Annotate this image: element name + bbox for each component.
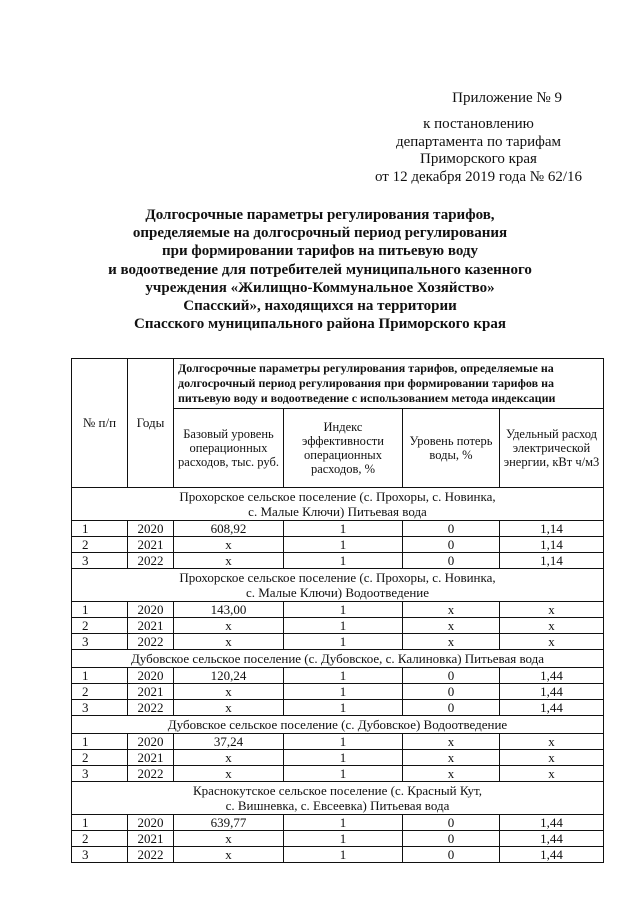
cell-base-costs: x: [174, 537, 284, 553]
cell-number: 2: [72, 537, 128, 553]
section-title: [72, 488, 604, 521]
cell-base-costs: 143,00: [174, 602, 284, 618]
cell-energy-consumption: 1,44: [500, 847, 604, 863]
cell-efficiency-index: 1: [284, 750, 403, 766]
parameters-table: [71, 358, 604, 863]
table-row: [72, 553, 604, 569]
section-title: [72, 782, 604, 815]
cell-water-loss: 0: [403, 553, 500, 569]
section-row: [72, 716, 604, 734]
cell-number: 2: [72, 684, 128, 700]
header-base-costs: Базовый уровень операционных расходов, тыс. руб.: [174, 409, 284, 488]
cell-water-loss: 0: [403, 537, 500, 553]
cell-water-loss: x: [403, 618, 500, 634]
header-efficiency-index: Индекс эффективности операционных расходов, %: [284, 409, 403, 488]
section-row: [72, 782, 604, 815]
cell-efficiency-index: 1: [284, 618, 403, 634]
cell-base-costs: x: [174, 700, 284, 716]
cell-base-costs: x: [174, 634, 284, 650]
table-row: [72, 750, 604, 766]
section-row: [72, 488, 604, 521]
cell-year: 2022: [128, 700, 174, 716]
reference-line: департамента по тарифам: [395, 133, 562, 150]
cell-efficiency-index: 1: [284, 700, 403, 716]
cell-energy-consumption: 1,14: [500, 537, 604, 553]
table-row: [72, 766, 604, 782]
cell-water-loss: 0: [403, 847, 500, 863]
cell-water-loss: 0: [403, 700, 500, 716]
cell-base-costs: x: [174, 847, 284, 863]
cell-efficiency-index: 1: [284, 847, 403, 863]
cell-energy-consumption: x: [500, 618, 604, 634]
cell-base-costs: x: [174, 618, 284, 634]
cell-number: 3: [72, 700, 128, 716]
cell-energy-consumption: 1,44: [500, 815, 604, 831]
section-title-line: Прохорское сельское поселение (с. Прохоры, с. Новинка,: [179, 489, 496, 504]
cell-efficiency-index: 1: [284, 684, 403, 700]
cell-energy-consumption: x: [500, 734, 604, 750]
cell-base-costs: 37,24: [174, 734, 284, 750]
cell-year: 2021: [128, 831, 174, 847]
cell-water-loss: x: [403, 734, 500, 750]
cell-number: 2: [72, 831, 128, 847]
cell-year: 2020: [128, 602, 174, 618]
cell-year: 2021: [128, 618, 174, 634]
cell-year: 2020: [128, 668, 174, 684]
cell-base-costs: x: [174, 553, 284, 569]
cell-water-loss: x: [403, 766, 500, 782]
cell-base-costs: x: [174, 766, 284, 782]
cell-energy-consumption: 1,44: [500, 668, 604, 684]
cell-energy-consumption: 1,44: [500, 684, 604, 700]
section-title: [72, 716, 604, 734]
section-row: [72, 569, 604, 602]
cell-energy-consumption: x: [500, 602, 604, 618]
cell-number: 1: [72, 734, 128, 750]
table-row: [72, 684, 604, 700]
table-row: [72, 634, 604, 650]
cell-number: 1: [72, 521, 128, 537]
table-row: [72, 668, 604, 684]
title-line: определяемые на долгосрочный период регулирования: [132, 225, 508, 242]
cell-water-loss: 0: [403, 815, 500, 831]
cell-efficiency-index: 1: [284, 553, 403, 569]
cell-year: 2022: [128, 634, 174, 650]
cell-energy-consumption: x: [500, 634, 604, 650]
cell-base-costs: 120,24: [174, 668, 284, 684]
section-title-line: с. Малые Ключи) Питьевая вода: [248, 504, 427, 519]
header-group: Долгосрочные параметры регулирования тарифов, определяемые на долгосрочный период регулирования при формировании тарифов на питьевую воду и водоотведение с использованием метода индексации: [174, 359, 604, 409]
table-row: [72, 618, 604, 634]
cell-energy-consumption: x: [500, 750, 604, 766]
title-line: при формировании тарифов на питьевую воду: [162, 243, 478, 260]
section-title-line: Прохорское сельское поселение (с. Прохоры, с. Новинка,: [179, 570, 496, 585]
cell-number: 1: [72, 668, 128, 684]
header-water-loss: Уровень потерь воды, %: [403, 409, 500, 488]
reference-line: от 12 декабря 2019 года № 62/16: [374, 168, 582, 185]
cell-year: 2022: [128, 766, 174, 782]
cell-efficiency-index: 1: [284, 634, 403, 650]
cell-water-loss: x: [403, 602, 500, 618]
header-year: Годы: [128, 359, 174, 488]
cell-efficiency-index: 1: [284, 815, 403, 831]
table-row: [72, 521, 604, 537]
cell-water-loss: x: [403, 634, 500, 650]
title-line: Спасский», находящихся на территории: [183, 298, 457, 315]
cell-number: 2: [72, 750, 128, 766]
section-title-line: Дубовское сельское поселение (с. Дубовское, с. Калиновка) Питьевая вода: [130, 651, 545, 666]
title-line: и водоотведение для потребителей муниципального казенного: [108, 261, 532, 278]
cell-base-costs: 608,92: [174, 521, 284, 537]
cell-number: 3: [72, 553, 128, 569]
table-body: [72, 488, 604, 863]
cell-number: 2: [72, 618, 128, 634]
cell-efficiency-index: 1: [284, 734, 403, 750]
cell-energy-consumption: x: [500, 766, 604, 782]
cell-water-loss: 0: [403, 831, 500, 847]
cell-year: 2020: [128, 815, 174, 831]
table-row: [72, 700, 604, 716]
cell-number: 3: [72, 847, 128, 863]
table-row: [72, 831, 604, 847]
table-row: [72, 815, 604, 831]
cell-base-costs: 639,77: [174, 815, 284, 831]
cell-year: 2020: [128, 734, 174, 750]
cell-efficiency-index: 1: [284, 668, 403, 684]
section-title-line: Дубовское сельское поселение (с. Дубовское) Водоотведение: [167, 717, 508, 732]
cell-year: 2022: [128, 553, 174, 569]
cell-efficiency-index: 1: [284, 602, 403, 618]
reference-line: Приморского края: [420, 151, 537, 167]
table-row: [72, 847, 604, 863]
cell-year: 2021: [128, 750, 174, 766]
cell-number: 3: [72, 766, 128, 782]
cell-number: 1: [72, 602, 128, 618]
header-number: № п/п: [72, 359, 128, 488]
header-energy-consumption: Удельный расход электрической энергии, кВт ч/м3: [500, 409, 604, 488]
cell-number: 3: [72, 634, 128, 650]
cell-water-loss: 0: [403, 684, 500, 700]
cell-water-loss: 0: [403, 521, 500, 537]
section-title-line: с. Вишневка, с. Евсеевка) Питьевая вода: [225, 798, 450, 813]
table-row: [72, 537, 604, 553]
cell-year: 2021: [128, 537, 174, 553]
section-title-line: с. Малые Ключи) Водоотведение: [245, 585, 430, 600]
table-row: [72, 734, 604, 750]
title-line: Спасского муниципального района Приморского края: [134, 316, 506, 333]
cell-efficiency-index: 1: [284, 537, 403, 553]
section-row: [72, 650, 604, 668]
title-line: учреждения «Жилищно-Коммунальное Хозяйство»: [145, 279, 495, 296]
cell-efficiency-index: 1: [284, 831, 403, 847]
cell-efficiency-index: 1: [284, 521, 403, 537]
resolution-reference: [375, 116, 582, 186]
cell-base-costs: x: [174, 831, 284, 847]
section-title: [72, 569, 604, 602]
cell-year: 2020: [128, 521, 174, 537]
cell-water-loss: 0: [403, 668, 500, 684]
table-row: [72, 602, 604, 618]
cell-base-costs: x: [174, 684, 284, 700]
section-title-line: Краснокутское сельское поселение (с. Красный Кут,: [193, 783, 482, 798]
title-line: Долгосрочные параметры регулирования тарифов,: [145, 207, 495, 223]
cell-year: 2022: [128, 847, 174, 863]
document-title: [0, 206, 640, 333]
cell-energy-consumption: 1,44: [500, 700, 604, 716]
cell-energy-consumption: 1,14: [500, 553, 604, 569]
reference-line: к постановлению: [423, 116, 534, 132]
section-title: [72, 650, 604, 668]
cell-base-costs: x: [174, 750, 284, 766]
cell-efficiency-index: 1: [284, 766, 403, 782]
cell-water-loss: x: [403, 750, 500, 766]
appendix-label: Приложение № 9: [452, 90, 562, 106]
cell-energy-consumption: 1,14: [500, 521, 604, 537]
cell-year: 2021: [128, 684, 174, 700]
cell-number: 1: [72, 815, 128, 831]
cell-energy-consumption: 1,44: [500, 831, 604, 847]
